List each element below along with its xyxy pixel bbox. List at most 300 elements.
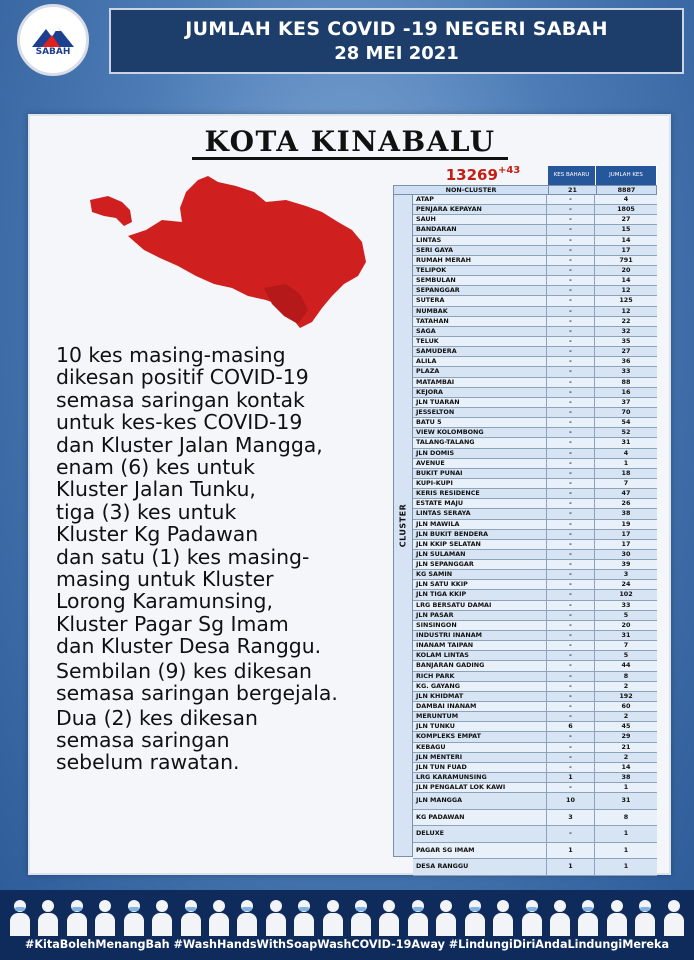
cluster-name: AVENUE xyxy=(413,459,547,468)
table-row xyxy=(413,357,657,367)
table-row xyxy=(413,499,657,509)
col-header-new: KES BAHARU xyxy=(548,166,596,185)
table-row xyxy=(413,570,657,580)
description-line: Lorong Karamunsing, xyxy=(56,589,273,614)
non-cluster-total: 8887 xyxy=(596,186,656,194)
cluster-total-cases: 17 xyxy=(621,529,631,538)
cluster-name: JLN TUN FUAD xyxy=(413,763,547,772)
cluster-name: ESTATE MAJU xyxy=(413,499,547,508)
cluster-new-cases: - xyxy=(547,530,595,539)
table-row xyxy=(413,266,657,276)
cluster-name: KOMPLEKS EMPAT xyxy=(413,732,547,741)
cluster-name: LINTAS xyxy=(413,236,547,245)
cluster-new-cases: - xyxy=(547,631,595,640)
cluster-new-cases: - xyxy=(547,763,595,772)
cluster-name: NUMBAK xyxy=(413,307,547,316)
table-row xyxy=(413,763,657,773)
col-header-total: JUMLAH KES xyxy=(596,166,657,185)
description-line: dikesan positif COVID-19 xyxy=(56,365,309,390)
cluster-name: BUKIT PUNAI xyxy=(413,469,547,478)
frontliner-figure-icon xyxy=(150,896,174,936)
total-cases-value: 13269 xyxy=(445,166,498,184)
cluster-name: JLN DOMIS xyxy=(413,449,547,458)
cluster-new-cases: - xyxy=(547,540,595,549)
cluster-new-cases: - xyxy=(547,590,595,599)
cluster-total-cases: 33 xyxy=(621,600,631,609)
cluster-total-cases: 3 xyxy=(623,570,629,579)
cluster-total-cases: 1 xyxy=(623,845,629,854)
cluster-name: LINTAS SERAYA xyxy=(413,509,547,518)
header-banner xyxy=(109,8,684,74)
frontliner-figure-icon xyxy=(8,896,32,936)
cluster-total-cases: 2 xyxy=(623,712,629,721)
description-line: semasa saringan kontak xyxy=(56,387,305,412)
cluster-new-cases: - xyxy=(547,661,595,670)
cluster-name: KERIS RESIDENCE xyxy=(413,489,547,498)
table-row xyxy=(413,317,657,327)
cluster-total-cases: 29 xyxy=(621,732,631,741)
cluster-total-cases: 1 xyxy=(623,783,629,792)
frontliner-figure-icon xyxy=(576,896,600,936)
non-cluster-new: 21 xyxy=(548,186,596,194)
cluster-total-cases: 1 xyxy=(623,829,629,838)
frontliner-figure-icon xyxy=(93,896,117,936)
cluster-name: DELUXE xyxy=(413,826,547,842)
description-line: dan Kluster Desa Ranggu. xyxy=(56,634,322,659)
frontliner-figure-icon xyxy=(548,896,572,936)
cluster-new-cases: - xyxy=(547,266,595,275)
cluster-total-cases: 4 xyxy=(623,195,629,203)
frontliner-figure-icon xyxy=(292,896,316,936)
cluster-new-cases: - xyxy=(547,408,595,417)
cluster-name: JLN SATU KKIP xyxy=(413,580,547,589)
frontliner-figure-icon xyxy=(179,896,203,936)
cluster-new-cases: - xyxy=(547,327,595,336)
cluster-new-cases: - xyxy=(547,509,595,518)
cluster-name: TELUK xyxy=(413,337,547,346)
cluster-new-cases: 6 xyxy=(547,722,595,731)
cluster-new-cases: - xyxy=(547,732,595,741)
cluster-new-cases: 10 xyxy=(547,793,595,809)
cluster-name: ATAP xyxy=(413,195,547,204)
table-row xyxy=(413,712,657,722)
table-row xyxy=(413,560,657,570)
cluster-name: PLAZA xyxy=(413,367,547,376)
cluster-total-cases: 33 xyxy=(621,367,631,376)
frontliner-figure-icon xyxy=(122,896,146,936)
cluster-name: BANDARAN xyxy=(413,225,547,234)
cluster-new-cases: - xyxy=(547,783,595,792)
cluster-new-cases: - xyxy=(547,286,595,295)
footer-hashtags: #KitaBolehMenangBah #WashHandsWithSoapWashCOVID-19Away #LindungiDiriAndaLindungiMereka xyxy=(24,938,670,951)
table-row xyxy=(413,408,657,418)
table-row xyxy=(413,550,657,560)
cluster-total-cases: 22 xyxy=(621,316,631,325)
cluster-label: CLUSTER xyxy=(398,503,408,548)
description-text xyxy=(56,344,396,776)
cluster-total-cases: 38 xyxy=(621,509,631,518)
table-row xyxy=(413,195,657,205)
table-row xyxy=(413,225,657,235)
table-row xyxy=(413,246,657,256)
cluster-total-cases: 5 xyxy=(623,610,629,619)
cluster-new-cases: - xyxy=(547,712,595,721)
description-para-3 xyxy=(56,707,396,774)
table-row xyxy=(413,641,657,651)
cluster-total-cases: 18 xyxy=(621,468,631,477)
cluster-name: TELIPOK xyxy=(413,266,547,275)
cluster-new-cases: - xyxy=(547,489,595,498)
cluster-total-cases: 14 xyxy=(621,762,631,771)
description-line: Kluster Pagar Sg Imam xyxy=(56,611,289,636)
cluster-new-cases: - xyxy=(547,337,595,346)
table-row xyxy=(413,276,657,286)
total-cases xyxy=(420,164,546,186)
table-row xyxy=(413,398,657,408)
cluster-name: BATU 5 xyxy=(413,418,547,427)
cluster-name: KUPI-KUPI xyxy=(413,479,547,488)
mountain-icon xyxy=(30,23,76,49)
footer-banner xyxy=(0,890,694,960)
table-row xyxy=(413,286,657,296)
non-cluster-row xyxy=(393,185,657,195)
description-line: semasa saringan bergejala. xyxy=(56,681,338,706)
cluster-total-cases: 192 xyxy=(619,691,633,700)
table-row xyxy=(413,682,657,692)
table-row xyxy=(413,590,657,600)
cluster-total-cases: 17 xyxy=(621,245,631,254)
description-line: masing untuk Kluster xyxy=(56,567,274,592)
table-row xyxy=(413,631,657,641)
table-row xyxy=(413,793,657,810)
cluster-name: INANAM TAIPAN xyxy=(413,641,547,650)
table-row xyxy=(413,743,657,753)
cluster-name: INDUSTRI INANAM xyxy=(413,631,547,640)
table-row xyxy=(413,540,657,550)
cluster-new-cases: - xyxy=(547,702,595,711)
cluster-new-cases: - xyxy=(547,378,595,387)
cluster-total-cases: 20 xyxy=(621,265,631,274)
description-line: tiga (3) kes untuk xyxy=(56,499,237,524)
cluster-name: DESA RANGGU xyxy=(413,859,547,875)
table-row xyxy=(413,621,657,631)
cluster-total-cases: 4 xyxy=(623,448,629,457)
cluster-name: KEJORA xyxy=(413,388,547,397)
cluster-total-cases: 14 xyxy=(621,276,631,285)
cluster-name: KOLAM LINTAS xyxy=(413,651,547,660)
cluster-new-cases: - xyxy=(547,621,595,630)
cluster-new-cases: - xyxy=(547,317,595,326)
table-row xyxy=(413,509,657,519)
cluster-new-cases: - xyxy=(547,499,595,508)
cluster-new-cases: - xyxy=(547,692,595,701)
frontliner-figure-icon xyxy=(463,896,487,936)
cluster-total-cases: 88 xyxy=(621,377,631,386)
cluster-new-cases: - xyxy=(547,682,595,691)
table-row xyxy=(413,378,657,388)
table-row xyxy=(413,459,657,469)
table-row xyxy=(413,205,657,215)
cluster-new-cases: - xyxy=(547,611,595,620)
table-row xyxy=(413,702,657,712)
cluster-total-cases: 35 xyxy=(621,336,631,345)
description-line: 10 kes masing-masing xyxy=(56,343,286,367)
cluster-new-cases: - xyxy=(547,560,595,569)
frontliner-figure-icon xyxy=(65,896,89,936)
table-row xyxy=(413,438,657,448)
cluster-new-cases: - xyxy=(547,388,595,397)
table-row xyxy=(413,418,657,428)
frontliner-figure-icon xyxy=(264,896,288,936)
cluster-name: SUTERA xyxy=(413,296,547,305)
cluster-new-cases: - xyxy=(547,246,595,255)
cluster-total-cases: 36 xyxy=(621,357,631,366)
cluster-new-cases: 1 xyxy=(547,773,595,782)
cluster-total-cases: 31 xyxy=(621,438,631,447)
table-row xyxy=(413,307,657,317)
table-row xyxy=(413,783,657,793)
cluster-total-cases: 12 xyxy=(621,286,631,295)
cluster-total-cases: 7 xyxy=(623,478,629,487)
table-row xyxy=(413,449,657,459)
table-row xyxy=(413,661,657,671)
cluster-total-cases: 12 xyxy=(621,306,631,315)
cluster-new-cases: - xyxy=(547,641,595,650)
cluster-name: JLN PENGALAT LOK KAWI xyxy=(413,783,547,792)
cluster-new-cases: - xyxy=(547,205,595,214)
table-row xyxy=(413,732,657,742)
cluster-total-cases: 1 xyxy=(623,458,629,467)
cluster-name: JLN SULAMAN xyxy=(413,550,547,559)
cluster-total-cases: 45 xyxy=(621,722,631,731)
cluster-new-cases: - xyxy=(547,479,595,488)
cluster-new-cases: - xyxy=(547,469,595,478)
table-row xyxy=(413,843,657,860)
cluster-name: MATAMBAI xyxy=(413,378,547,387)
cluster-name: SAGA xyxy=(413,327,547,336)
cluster-new-cases: - xyxy=(547,753,595,762)
table-row xyxy=(413,580,657,590)
frontliner-figure-icon xyxy=(321,896,345,936)
cluster-new-cases: 3 xyxy=(547,810,595,826)
cluster-new-cases: - xyxy=(547,347,595,356)
table-row xyxy=(413,337,657,347)
description-line: dan satu (1) kes masing- xyxy=(56,544,310,569)
cluster-new-cases: - xyxy=(547,570,595,579)
description-line: Kluster Kg Padawan xyxy=(56,522,259,547)
table-row xyxy=(413,296,657,306)
city-title: KOTA KINABALU xyxy=(192,126,508,160)
table-row xyxy=(413,520,657,530)
cluster-total-cases: 24 xyxy=(621,580,631,589)
header-date: 28 MEI 2021 xyxy=(334,43,459,64)
description-line: dan Kluster Jalan Mangga, xyxy=(56,432,323,457)
frontliner-figure-icon xyxy=(662,896,686,936)
table-row xyxy=(413,826,657,843)
cluster-total-cases: 5 xyxy=(623,651,629,660)
cluster-name: SERI GAYA xyxy=(413,246,547,255)
cluster-total-cases: 38 xyxy=(621,773,631,782)
cluster-new-cases: - xyxy=(547,826,595,842)
cluster-total-cases: 14 xyxy=(621,235,631,244)
cluster-name: JLN MAWILA xyxy=(413,520,547,529)
frontliner-figure-icon xyxy=(520,896,544,936)
description-line: semasa saringan xyxy=(56,727,230,752)
cluster-new-cases: - xyxy=(547,449,595,458)
cluster-total-cases: 54 xyxy=(621,418,631,427)
cluster-name: RUMAH MERAH xyxy=(413,256,547,265)
cluster-new-cases: - xyxy=(547,580,595,589)
cluster-name: LRG BERSATU DAMAI xyxy=(413,601,547,610)
cluster-name: JESSELTON xyxy=(413,408,547,417)
frontliner-figure-icon xyxy=(605,896,629,936)
description-para-2 xyxy=(56,660,396,705)
cluster-new-cases: - xyxy=(547,307,595,316)
cluster-name: KEBAGU xyxy=(413,743,547,752)
table-row xyxy=(413,367,657,377)
kota-kinabalu-map xyxy=(86,172,376,332)
frontliner-figure-icon xyxy=(491,896,515,936)
cluster-new-cases: - xyxy=(547,438,595,447)
cluster-total-cases: 70 xyxy=(621,407,631,416)
cluster-name: PAGAR SG IMAM xyxy=(413,843,547,859)
cluster-name: KG PADAWAN xyxy=(413,810,547,826)
cluster-new-cases: - xyxy=(547,256,595,265)
cluster-name: VIEW KOLOMBONG xyxy=(413,428,547,437)
cluster-new-cases: - xyxy=(547,296,595,305)
cluster-total-cases: 27 xyxy=(621,347,631,356)
frontliner-figure-icon xyxy=(207,896,231,936)
table-row xyxy=(413,722,657,732)
cluster-name: JLN TUNKU xyxy=(413,722,547,731)
cluster-new-cases: - xyxy=(547,428,595,437)
cluster-name: JLN MENTERI xyxy=(413,753,547,762)
cluster-rows xyxy=(413,195,657,876)
cluster-total-cases: 31 xyxy=(621,796,631,805)
cluster-total-cases: 27 xyxy=(621,215,631,224)
cluster-new-cases: - xyxy=(547,672,595,681)
cluster-new-cases: - xyxy=(547,357,595,366)
cluster-name: JLN KHIDMAT xyxy=(413,692,547,701)
cluster-new-cases: - xyxy=(547,225,595,234)
cluster-new-cases: - xyxy=(547,398,595,407)
total-new-cases: +43 xyxy=(497,165,521,176)
cluster-new-cases: - xyxy=(547,550,595,559)
table-row xyxy=(413,479,657,489)
cluster-total-cases: 30 xyxy=(621,549,631,558)
cluster-name: JLN KKIP SELATAN xyxy=(413,540,547,549)
frontliner-figure-icon xyxy=(377,896,401,936)
non-cluster-label: NON-CLUSTER xyxy=(445,186,497,194)
cluster-total-cases: 2 xyxy=(623,752,629,761)
cluster-total-cases: 60 xyxy=(621,702,631,711)
cluster-total-cases: 44 xyxy=(621,661,631,670)
header-title: JUMLAH KES COVID -19 NEGERI SABAH xyxy=(185,18,608,40)
cluster-side-label xyxy=(393,195,413,857)
cluster-name: SEPANGGAR xyxy=(413,286,547,295)
table-row xyxy=(413,215,657,225)
cluster-name: DAMBAI INANAM xyxy=(413,702,547,711)
cluster-new-cases: - xyxy=(547,367,595,376)
table-row xyxy=(413,469,657,479)
table-row xyxy=(413,256,657,266)
cluster-new-cases: - xyxy=(547,418,595,427)
cluster-total-cases: 52 xyxy=(621,428,631,437)
table-row xyxy=(413,327,657,337)
table-row xyxy=(413,388,657,398)
cluster-name: SAMUDERA xyxy=(413,347,547,356)
description-line: Dua (2) kes dikesan xyxy=(56,705,258,730)
cluster-total-cases: 102 xyxy=(619,590,633,599)
cluster-total-cases: 21 xyxy=(621,742,631,751)
cluster-total-cases: 20 xyxy=(621,620,631,629)
description-para-1 xyxy=(56,344,396,658)
table-row xyxy=(413,601,657,611)
cluster-total-cases: 791 xyxy=(619,255,633,264)
cluster-name: JLN TUARAN xyxy=(413,398,547,407)
frontliner-figure-icon xyxy=(36,896,60,936)
frontliner-figure-icon xyxy=(235,896,259,936)
frontliner-figures xyxy=(8,894,686,936)
table-row xyxy=(413,489,657,499)
cluster-name: KG SAMIN xyxy=(413,570,547,579)
cluster-total-cases: 31 xyxy=(621,631,631,640)
frontliner-figure-icon xyxy=(633,896,657,936)
cluster-total-cases: 19 xyxy=(621,519,631,528)
table-header xyxy=(548,166,657,185)
description-line: Kluster Jalan Tunku, xyxy=(56,477,256,502)
logo-text: SABAH xyxy=(35,47,71,57)
cluster-name: JLN MANGGA xyxy=(413,793,547,809)
cluster-total-cases: 1805 xyxy=(617,205,635,214)
cluster-name: SINSINGON xyxy=(413,621,547,630)
table-row xyxy=(413,611,657,621)
cluster-new-cases: - xyxy=(547,459,595,468)
cluster-name: MERUNTUM xyxy=(413,712,547,721)
cluster-total-cases: 15 xyxy=(621,225,631,234)
cluster-total-cases: 47 xyxy=(621,489,631,498)
cluster-total-cases: 26 xyxy=(621,499,631,508)
table-row xyxy=(413,530,657,540)
cluster-total-cases: 32 xyxy=(621,326,631,335)
cluster-name: JLN PASAR xyxy=(413,611,547,620)
cluster-new-cases: - xyxy=(547,743,595,752)
table-row xyxy=(413,692,657,702)
table-row xyxy=(413,773,657,783)
frontliner-figure-icon xyxy=(434,896,458,936)
table-row xyxy=(413,859,657,876)
table-row xyxy=(413,347,657,357)
cluster-total-cases: 1 xyxy=(623,862,629,871)
cluster-name: LRG KARAMUNSING xyxy=(413,773,547,782)
description-line: untuk kes-kes COVID-19 xyxy=(56,410,303,435)
cluster-name: TATAHAN xyxy=(413,317,547,326)
cluster-new-cases: - xyxy=(547,276,595,285)
cluster-name: JLN BUKIT BENDERA xyxy=(413,530,547,539)
description-line: sebelum rawatan. xyxy=(56,750,240,775)
cluster-name: RICH PARK xyxy=(413,672,547,681)
table-row xyxy=(413,753,657,763)
cluster-name: ALILA xyxy=(413,357,547,366)
cluster-new-cases: - xyxy=(547,215,595,224)
cluster-new-cases: 1 xyxy=(547,843,595,859)
frontliner-figure-icon xyxy=(406,896,430,936)
cluster-total-cases: 37 xyxy=(621,397,631,406)
cluster-total-cases: 17 xyxy=(621,539,631,548)
frontliner-figure-icon xyxy=(349,896,373,936)
description-line: enam (6) kes untuk xyxy=(56,455,255,480)
cluster-new-cases: - xyxy=(547,651,595,660)
